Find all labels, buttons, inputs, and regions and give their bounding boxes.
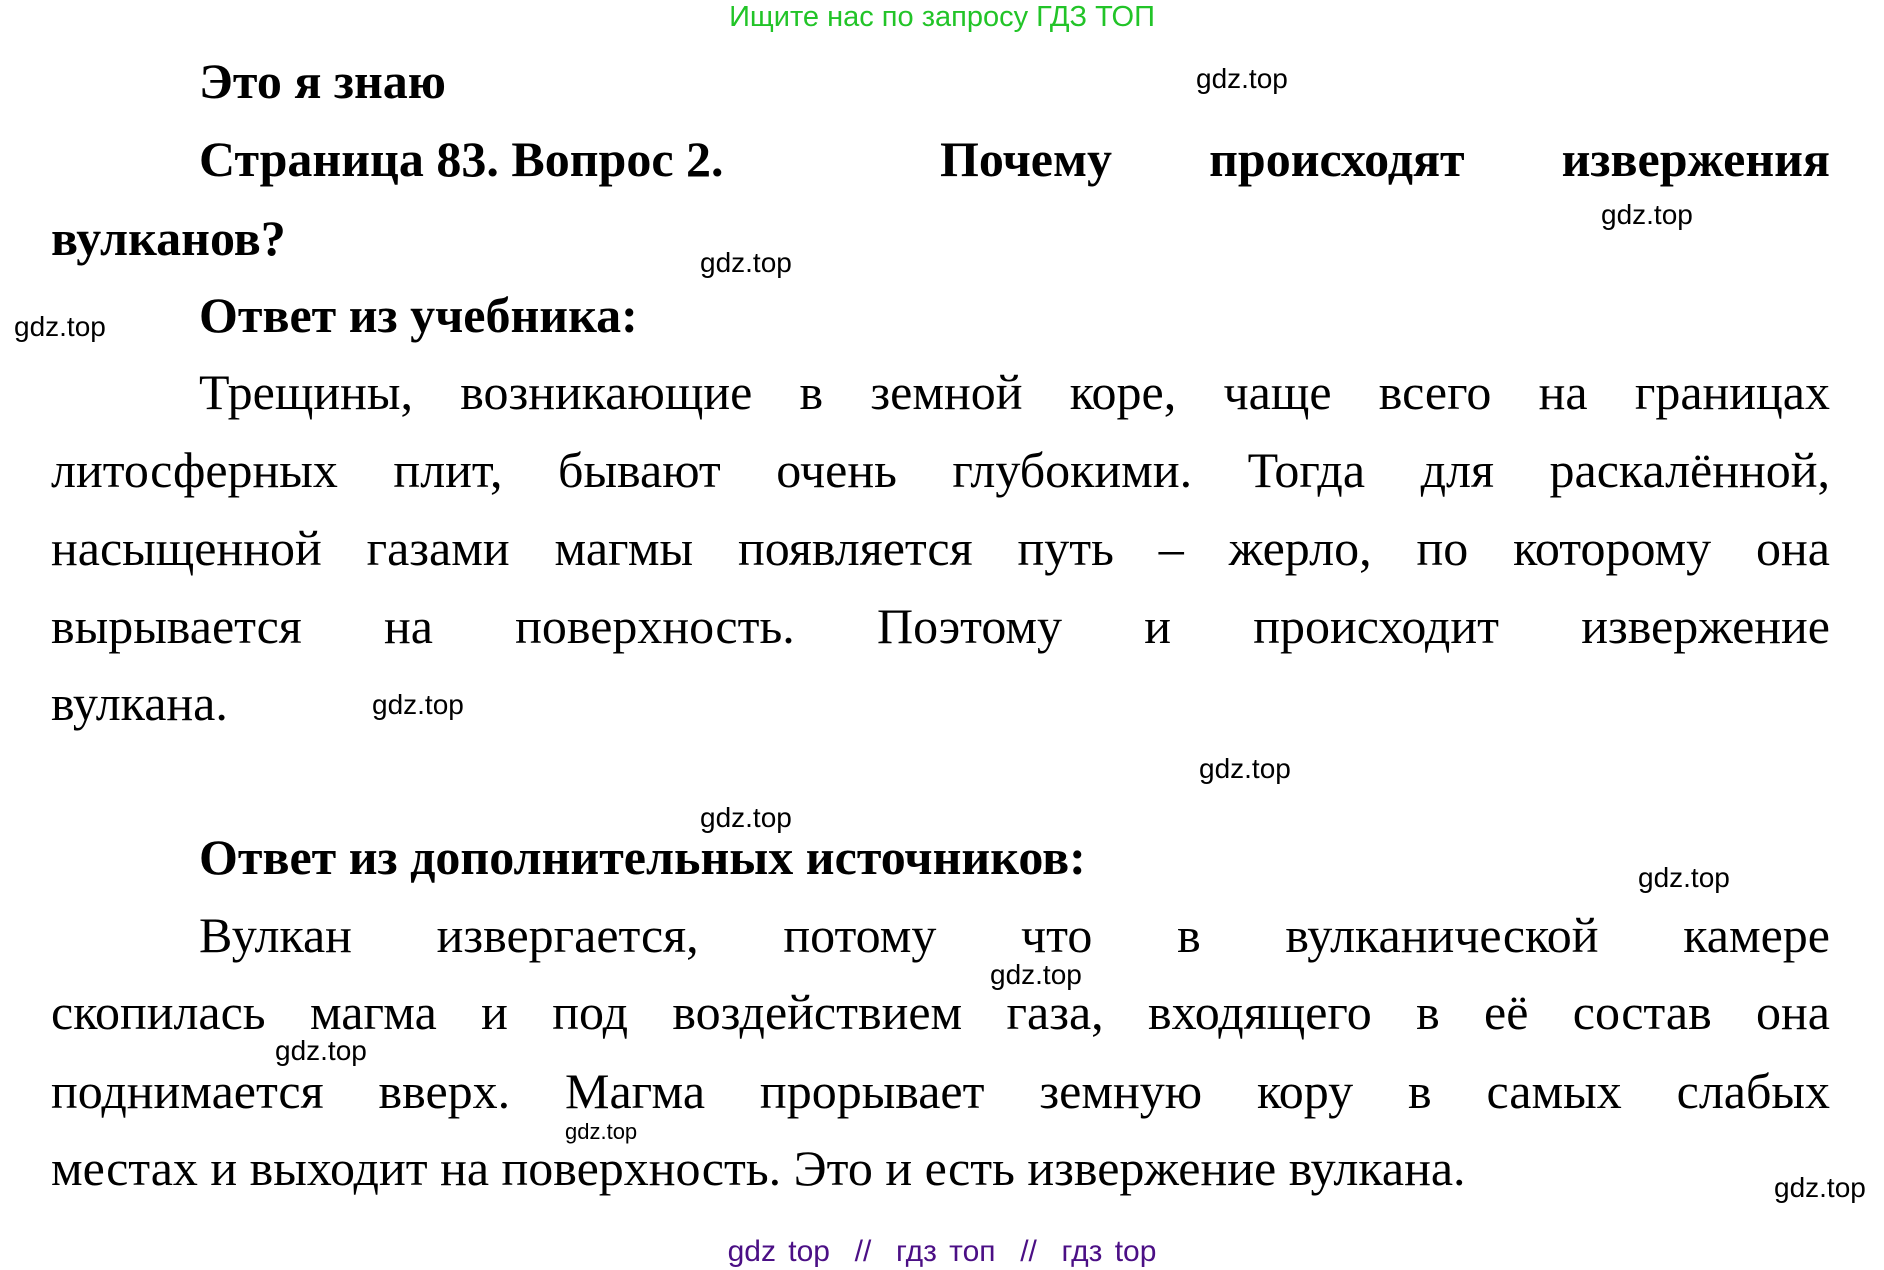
paragraph-line: насыщенной газами магмы появляется путь – жерло, по которому она	[51, 520, 1830, 576]
watermark: gdz.top	[14, 311, 106, 342]
watermark: gdz.top	[372, 689, 464, 720]
watermark: gdz.top	[565, 1119, 638, 1144]
paragraph-line: литосферных плит, бывают очень глубокими. Тогда для раскалённой,	[51, 442, 1830, 498]
paragraph-line: вырывается на поверхность. Поэтому и происходит извержение	[51, 598, 1830, 654]
question-text-continued: вулканов?	[51, 210, 286, 266]
promo-banner: Ищите нас по запросу ГДЗ ТОП	[729, 1, 1155, 33]
question-text: Почему происходят извержения	[940, 131, 1830, 187]
watermark: gdz.top	[700, 802, 792, 833]
paragraph-line: вулкана.	[51, 675, 228, 731]
paragraph-line: Вулкан извергается, потому что в вулканической камере	[199, 907, 1830, 963]
watermark: gdz.top	[1199, 753, 1291, 784]
footer-links: gdz top // гдз топ // гдз top	[727, 1235, 1157, 1268]
paragraph-line: скопилась магма и под воздействием газа, входящего в её состав она	[51, 984, 1830, 1040]
watermark: gdz.top	[1774, 1172, 1866, 1203]
paragraph-line: местах и выходит на поверхность. Это и есть извержение вулкана.	[51, 1140, 1466, 1196]
watermark: gdz.top	[1638, 862, 1730, 893]
extra-answer-heading: Ответ из дополнительных источников:	[199, 829, 1086, 885]
watermark: gdz.top	[700, 247, 792, 278]
textbook-answer-heading: Ответ из учебника:	[199, 287, 638, 343]
watermark: gdz.top	[990, 959, 1082, 990]
question-label: Страница 83. Вопрос 2.	[199, 131, 724, 187]
paragraph-line: поднимается вверх. Магма прорывает земную кору в самых слабых	[51, 1063, 1830, 1119]
watermark: gdz.top	[275, 1035, 367, 1066]
section-title: Это я знаю	[199, 53, 446, 109]
watermark: gdz.top	[1196, 63, 1288, 94]
paragraph-line: Трещины, возникающие в земной коре, чаще всего на границах	[199, 364, 1830, 420]
watermark: gdz.top	[1601, 199, 1693, 230]
